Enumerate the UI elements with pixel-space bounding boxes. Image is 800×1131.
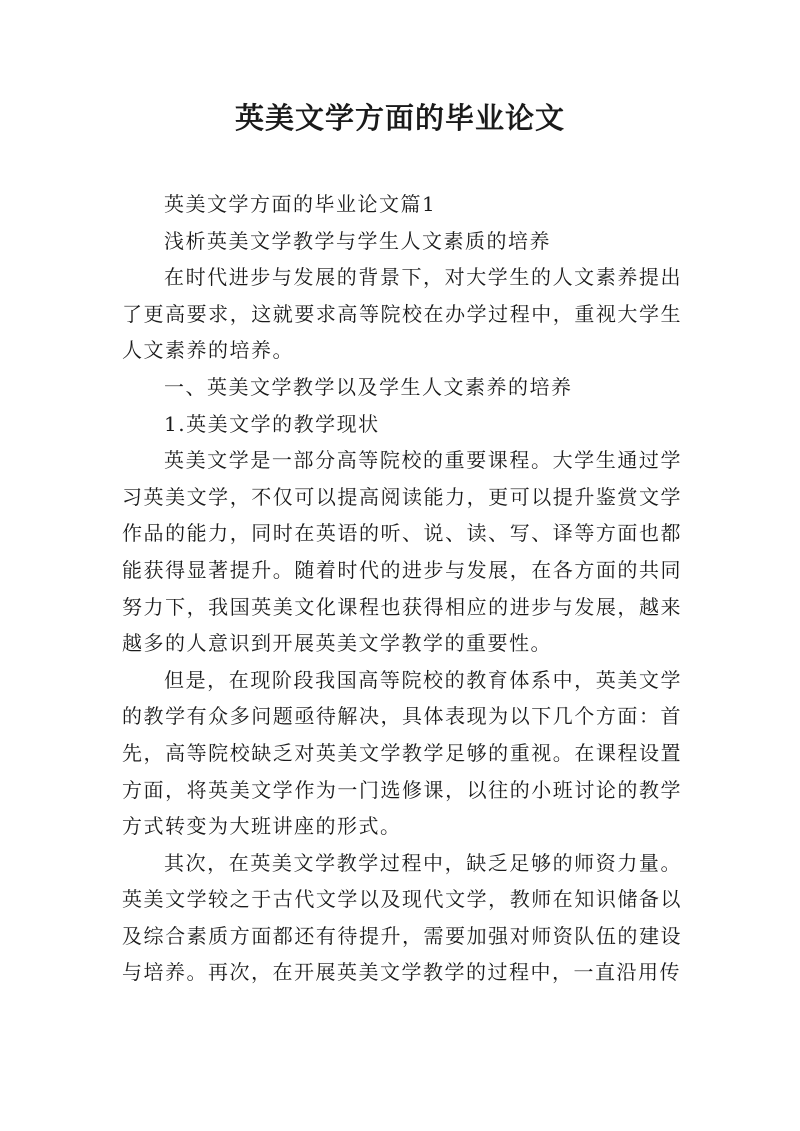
section-heading: 一、英美文学教学以及学生人文素养的培养	[164, 374, 573, 399]
article-title: 浅析英美文学教学与学生人文素质的培养	[164, 228, 551, 253]
document-title: 英美文学方面的毕业论文	[234, 101, 565, 135]
body-paragraph: 英美文学是一部分高等院校的重要课程。大学生通过学习英美文学，不仅可以提高阅读能力，更可以提升鉴赏文学作品的能力，同时在英语的听、说、读、写、译等方面也都能获得显著提升。随着时代的进步与发展，在各方面的共同努力下，我国英美文化课程也获得相应的进步与发展，越来越多的人意识到开展英美文学教学的重要性。	[122, 448, 682, 656]
body-paragraph: 其次，在英美文学教学过程中，缺乏足够的师资力量。英美文学较之于古代文学以及现代文学，教师在知识储备以及综合素质方面都还有待提升，需要加强对师资队伍的建设与培养。再次，在开展英美文学教学的过程中，一直沿用传	[122, 850, 682, 985]
body-paragraph: 但是，在现阶段我国高等院校的教育体系中，英美文学的教学有众多问题亟待解决，具体表现为以下几个方面：首先，高等院校缺乏对英美文学教学足够的重视。在课程设置方面，将英美文学作为一门选修课，以往的小班讨论的教学方式转变为大班讲座的形式。	[122, 667, 682, 839]
document-body	[122, 186, 682, 991]
subsection-heading: 1.英美文学的教学现状	[164, 411, 380, 436]
paper-subtitle: 英美文学方面的毕业论文篇1	[164, 192, 437, 216]
body-paragraph: 在时代进步与发展的背景下，对大学生的人文素养提出了更高要求，这就要求高等院校在办学过程中，重视大学生人文素养的培养。	[122, 265, 682, 363]
